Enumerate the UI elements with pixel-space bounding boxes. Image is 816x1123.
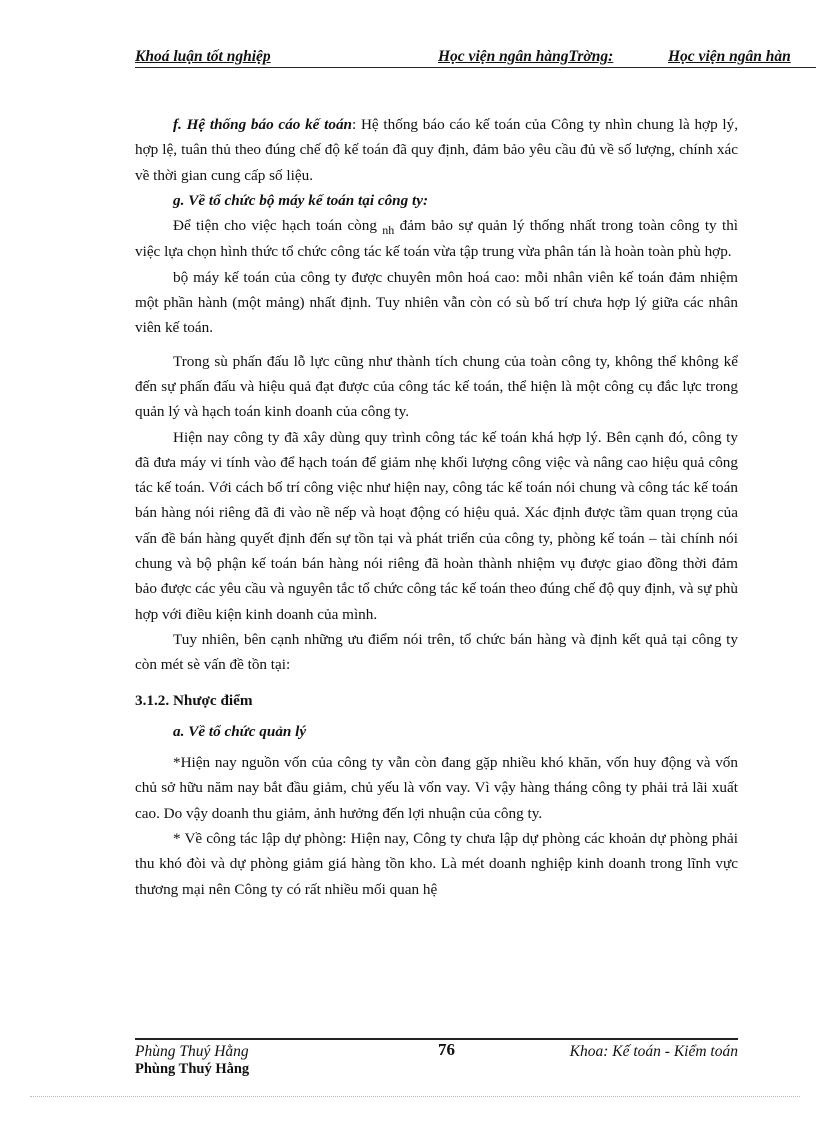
paragraph-g1: Để tiện cho việc hạch toán còng $_{nh}$ đảm bảo sự quản lý thống nhất trong toàn công ty thì việc lựa chọn hình thức tổ chức công tác kế toán vừa tập trung vừa phân tán là hoàn toàn phù hợp. bbox=[135, 217, 739, 261]
footer-author-repeat: Phùng Thuý Hằng bbox=[135, 1061, 250, 1077]
section-g-title: g. Về tổ chức bộ máy kế toán tại công ty: bbox=[173, 191, 429, 209]
page-header bbox=[135, 48, 816, 68]
footer-department: Khoa: Kế toán - Kiểm toán bbox=[569, 1043, 738, 1060]
header-thesis-label: Khoá luận tốt nghiệp bbox=[135, 48, 271, 65]
paragraph-7: * Về công tác lập dự phòng: Hiện nay, Công ty chưa lập dự phòng các khoản dự phòng phải thu khó đòi và dự phòng giảm giá hàng tồn kho. Là mét doanh nghiệp kinh doanh trong lĩnh vực thương mại nên Công ty có rất nhiều mối quan hệ bbox=[135, 830, 738, 898]
page-footer bbox=[135, 1040, 738, 1080]
paragraph-f bbox=[135, 112, 738, 188]
paragraph-6: *Hiện nay nguồn vốn của công ty vẫn còn đang gặp nhiều khó khăn, vốn huy động và vốn chủ sở hữu năm nay bắt đầu giảm, chủ yếu là vốn vay. Vì vậy hàng tháng công ty phải trả lãi xuất cao. Do vậy doanh thu giảm, ảnh hưởng đến lợi nhuận của công ty. bbox=[135, 754, 738, 822]
header-divider bbox=[135, 67, 816, 68]
paragraph-g2: bộ máy kế toán của công ty được chuyên môn hoá cao: mỗi nhân viên kế toán đảm nhiệm một phần hành (một mảng) nhất định. Tuy nhiên vẫn còn có sù bố trí chưa hợp lý giữa các nhân viên kế toán. bbox=[135, 268, 738, 337]
section-f-body: : Hệ thống báo cáo kế toán của Công ty nhìn chung là hợp lý, hợp lệ, tuân thủ theo đúng chế độ kế toán đã quy định, đảm bảo yêu cầu đủ về số lượng, chính xác về thời gian cung cấp số liệu. bbox=[135, 116, 739, 184]
page-number: 76 bbox=[438, 1040, 455, 1059]
header-school-label-truncated: Học viện ngân hàn bbox=[668, 48, 791, 65]
heading-a: a. Về tổ chức quản lý bbox=[173, 722, 307, 740]
heading-3-1-2: 3.1.2. Nhược điểm bbox=[135, 691, 253, 709]
paragraph-5: Tuy nhiên, bên cạnh những ưu điểm nói trên, tổ chức bán hàng và định kết quả tại công ty còn mét sè vấn đề tồn tại: bbox=[135, 630, 738, 674]
page-body bbox=[135, 112, 738, 902]
section-f-title: f. Hệ thống báo cáo kế toán bbox=[173, 116, 353, 133]
footer-author: Phùng Thuý Hằng bbox=[135, 1043, 249, 1060]
stray-subscript: nh bbox=[382, 223, 395, 238]
header-school-label: Học viện ngân hàngTrờng: bbox=[438, 48, 614, 65]
page-bottom-border bbox=[30, 1096, 800, 1097]
paragraph-4: Hiện nay công ty đã xây dùng quy trình công tác kế toán khá hợp lý. Bên cạnh đó, công ty đã đưa máy vi tính vào để hạch toán để giảm nhẹ khối lượng công việc và nâng cao hiệu quả công tác kế toán. Với cách bố trí công việc như hiện nay, công tác kế toán nói chung và công tác kế toán bán hàng nói riêng đã đi vào nề nếp và hoạt động có hiệu quả. Xác định được tầm quan trọng của vấn đề bán hàng quyết định đến sự tồn tại và phát triển của công ty, phòng kế toán – tài chính nói chung và bộ phận kế toán bán hàng nói riêng đã hoàn thành nhiệm vụ được giao đồng thời đảm bảo được các yêu cầu và nguyên tắc tổ chức công tác kế toán theo đúng chế độ quy định, và sự phù hợp với điều kiện kinh doanh của mình. bbox=[135, 428, 738, 623]
paragraph-3: Trong sù phấn đấu lỗ lực cũng như thành tích chung của toàn công ty, không thể không kể đến sự phấn đấu và hiệu quả đạt được của công tác kế toán, thể hiện là một công cụ đắc lực trong quản lý và hạch toán kinh doanh của công ty. bbox=[135, 352, 738, 421]
